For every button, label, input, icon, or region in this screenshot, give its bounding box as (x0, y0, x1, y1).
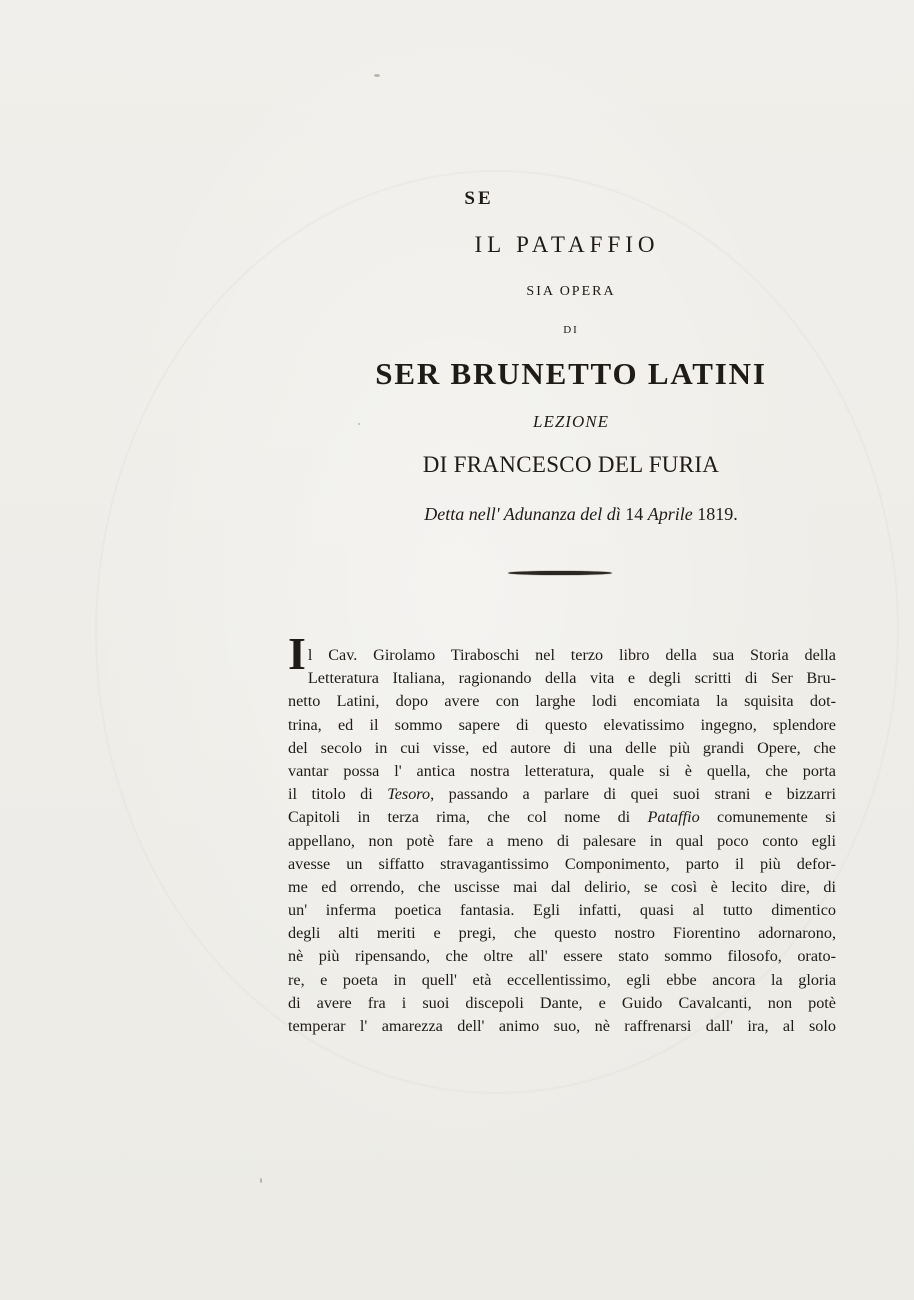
body-text (288, 628, 837, 1038)
date-prefix: Detta nell' Adunanza del dì (424, 504, 621, 524)
italic-title: Tesoro (387, 785, 431, 804)
italic-title: Pataffio (647, 808, 700, 827)
heading-date-line (0, 504, 914, 525)
heading-lecturer: DI FRANCESCO DEL FURIA (422, 452, 720, 477)
text-line: re, e poeta in quell' età eccellentissimo, egli ebbe ancora la gloria (288, 970, 836, 989)
text-line: temperar l' amarezza dell' animo suo, nè raffrenarsi dall' ira, al solo (288, 1017, 836, 1035)
text-line: netto Latini, dopo avere con larghe lodi encomiata la squisita dot- (288, 692, 836, 711)
date-day: 14 (625, 504, 644, 524)
text-run: comunemente si (699, 808, 837, 827)
text-line: me ed orrendo, che uscisse mai dal delirio, se così è lecito dire, di (288, 877, 836, 896)
date-year: 1819. (697, 504, 738, 524)
text-line: l Cav. Girolamo Tiraboschi nel terzo libro della sua Storia della (307, 646, 836, 664)
drop-cap: I (288, 628, 306, 679)
heading-se: SE (464, 188, 494, 209)
text-line (288, 806, 836, 829)
paper-speck (260, 1178, 262, 1183)
text-line: vantar possa l' antica nostra letteratura, quale si è quella, che porta (288, 761, 836, 780)
paper-speck (374, 74, 380, 77)
text-line: trina, ed il sommo sapere di questo elevatissimo ingegno, splendore (288, 715, 836, 734)
text-line: degli alti meriti e pregi, che questo nostro Fiorentino adornarono, (288, 924, 836, 943)
heading-di: DI (563, 324, 579, 336)
heading-sia-opera: SIA OPERA (526, 284, 616, 299)
date-month: Aprile (647, 504, 693, 524)
heading-lezione: LEZIONE (533, 412, 609, 431)
heading-author-name: SER BRUNETTO LATINI (375, 356, 767, 391)
text-line: appellano, non potè fare a meno di palesare in qual poco conto egli (288, 831, 836, 850)
text-line: di avere fra i suoi discepoli Dante, e Guido Cavalcanti, non potè (288, 993, 836, 1012)
text-run: il titolo di (288, 785, 388, 804)
body-lines (288, 644, 836, 1038)
text-line: nè più ripensando, che oltre all' essere stato sommo filosofo, orato- (288, 947, 836, 966)
text-line: Letteratura Italiana, ragionando della vita e degli scritti di Ser Bru- (307, 669, 836, 688)
text-run: , passando a parlare di quei suoi strani e bizzarri (430, 785, 836, 804)
ornamental-rule (508, 571, 612, 575)
text-line: avesse un siffatto stravagantissimo Componimento, parto il più defor- (288, 854, 836, 873)
heading-il-pataffio: IL PATAFFIO (474, 232, 660, 257)
text-line (288, 783, 836, 806)
text-line: un' inferma poetica fantasia. Egli infatti, quasi al tutto dimentico (288, 901, 836, 920)
text-run: Capitoli in terza rima, che col nome di (288, 808, 648, 827)
text-line: del secolo in cui visse, ed autore di una delle più grandi Opere, che (288, 738, 836, 757)
